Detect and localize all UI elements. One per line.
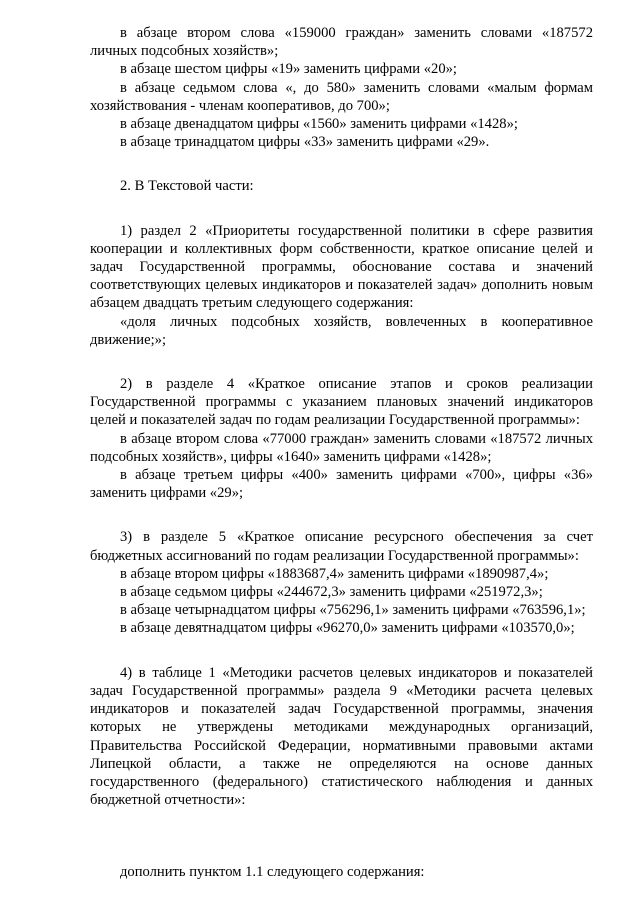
item-3-sub-3: в абзаце четырнадцатом цифры «756296,1» заменить цифрами «763596,1»; (120, 602, 586, 619)
item-1-quote: «доля личных подсобных хозяйств, вовлеченных в кооперативное движение;»; (90, 313, 593, 348)
item-3-sub-1: в абзаце втором цифры «1883687,4» заменить цифрами «1890987,4»; (120, 565, 549, 582)
document-page (90, 24, 593, 882)
item-4: 4) в таблице 1 «Методики расчетов целевых индикаторов и показателей задач Государственной программы» раздела 9 «Методики расчета целевых индикаторов и показателей задач Государственной программы, значения которых не утверждены методиками международных организаций, Правительства Российской Федерации, нормативными правовыми актами Липецкой области, а также не определяются на основе данных государственного (федерального) статистического наблюдения и данных бюджетной отчетности»: (90, 664, 593, 809)
paragraph-1: в абзаце втором слова «159000 граждан» заменить словами «187572 личных подсобных хозяйств»; (90, 25, 593, 60)
item-3-sub-2: в абзаце седьмом цифры «244672,3» заменить цифрами «251972,3»; (120, 584, 543, 601)
paragraph-4: в абзаце двенадцатом цифры «1560» заменить цифрами «1428»; (120, 116, 518, 133)
item-4-addition: дополнить пунктом 1.1 следующего содержания: (120, 864, 425, 881)
paragraph-3: в абзаце седьмом слова «, до 580» заменить словами «малым формам хозяйствования - членам кооперативов, до 700»; (90, 79, 593, 114)
item-2-sub-2: в абзаце третьем цифры «400» заменить цифрами «700», цифры «36» заменить цифрами «29»; (90, 467, 593, 502)
item-2: 2) в разделе 4 «Краткое описание этапов и сроков реализации Государственной программы с указанием плановых значений индикаторов целей и показателей задач по годам реализации Государственной программы»: (90, 376, 593, 429)
item-2-sub-1: в абзаце втором слова «77000 граждан» заменить словами «187572 личных подсобных хозяйств», цифры «1640» заменить цифрами «1428»; (90, 430, 593, 465)
item-1: 1) раздел 2 «Приоритеты государственной политики в сфере развития кооперации и коллективных форм собственности, краткое описание целей и задач Государственной программы, обоснование состава и значений соответствующих целевых индикаторов и показателей задач» дополнить новым абзацем двадцать третьим следующего содержания: (90, 222, 593, 312)
item-3: 3) в разделе 5 «Краткое описание ресурсного обеспечения за счет бюджетных ассигнований по годам реализации Государственной программы»: (90, 529, 593, 564)
paragraph-5: в абзаце тринадцатом цифры «33» заменить цифрами «29». (120, 134, 490, 151)
paragraph-2: в абзаце шестом цифры «19» заменить цифрами «20»; (120, 61, 457, 78)
item-3-sub-4: в абзаце девятнадцатом цифры «96270,0» заменить цифрами «103570,0»; (120, 620, 575, 637)
section-heading: 2. В Текстовой части: (120, 178, 254, 195)
